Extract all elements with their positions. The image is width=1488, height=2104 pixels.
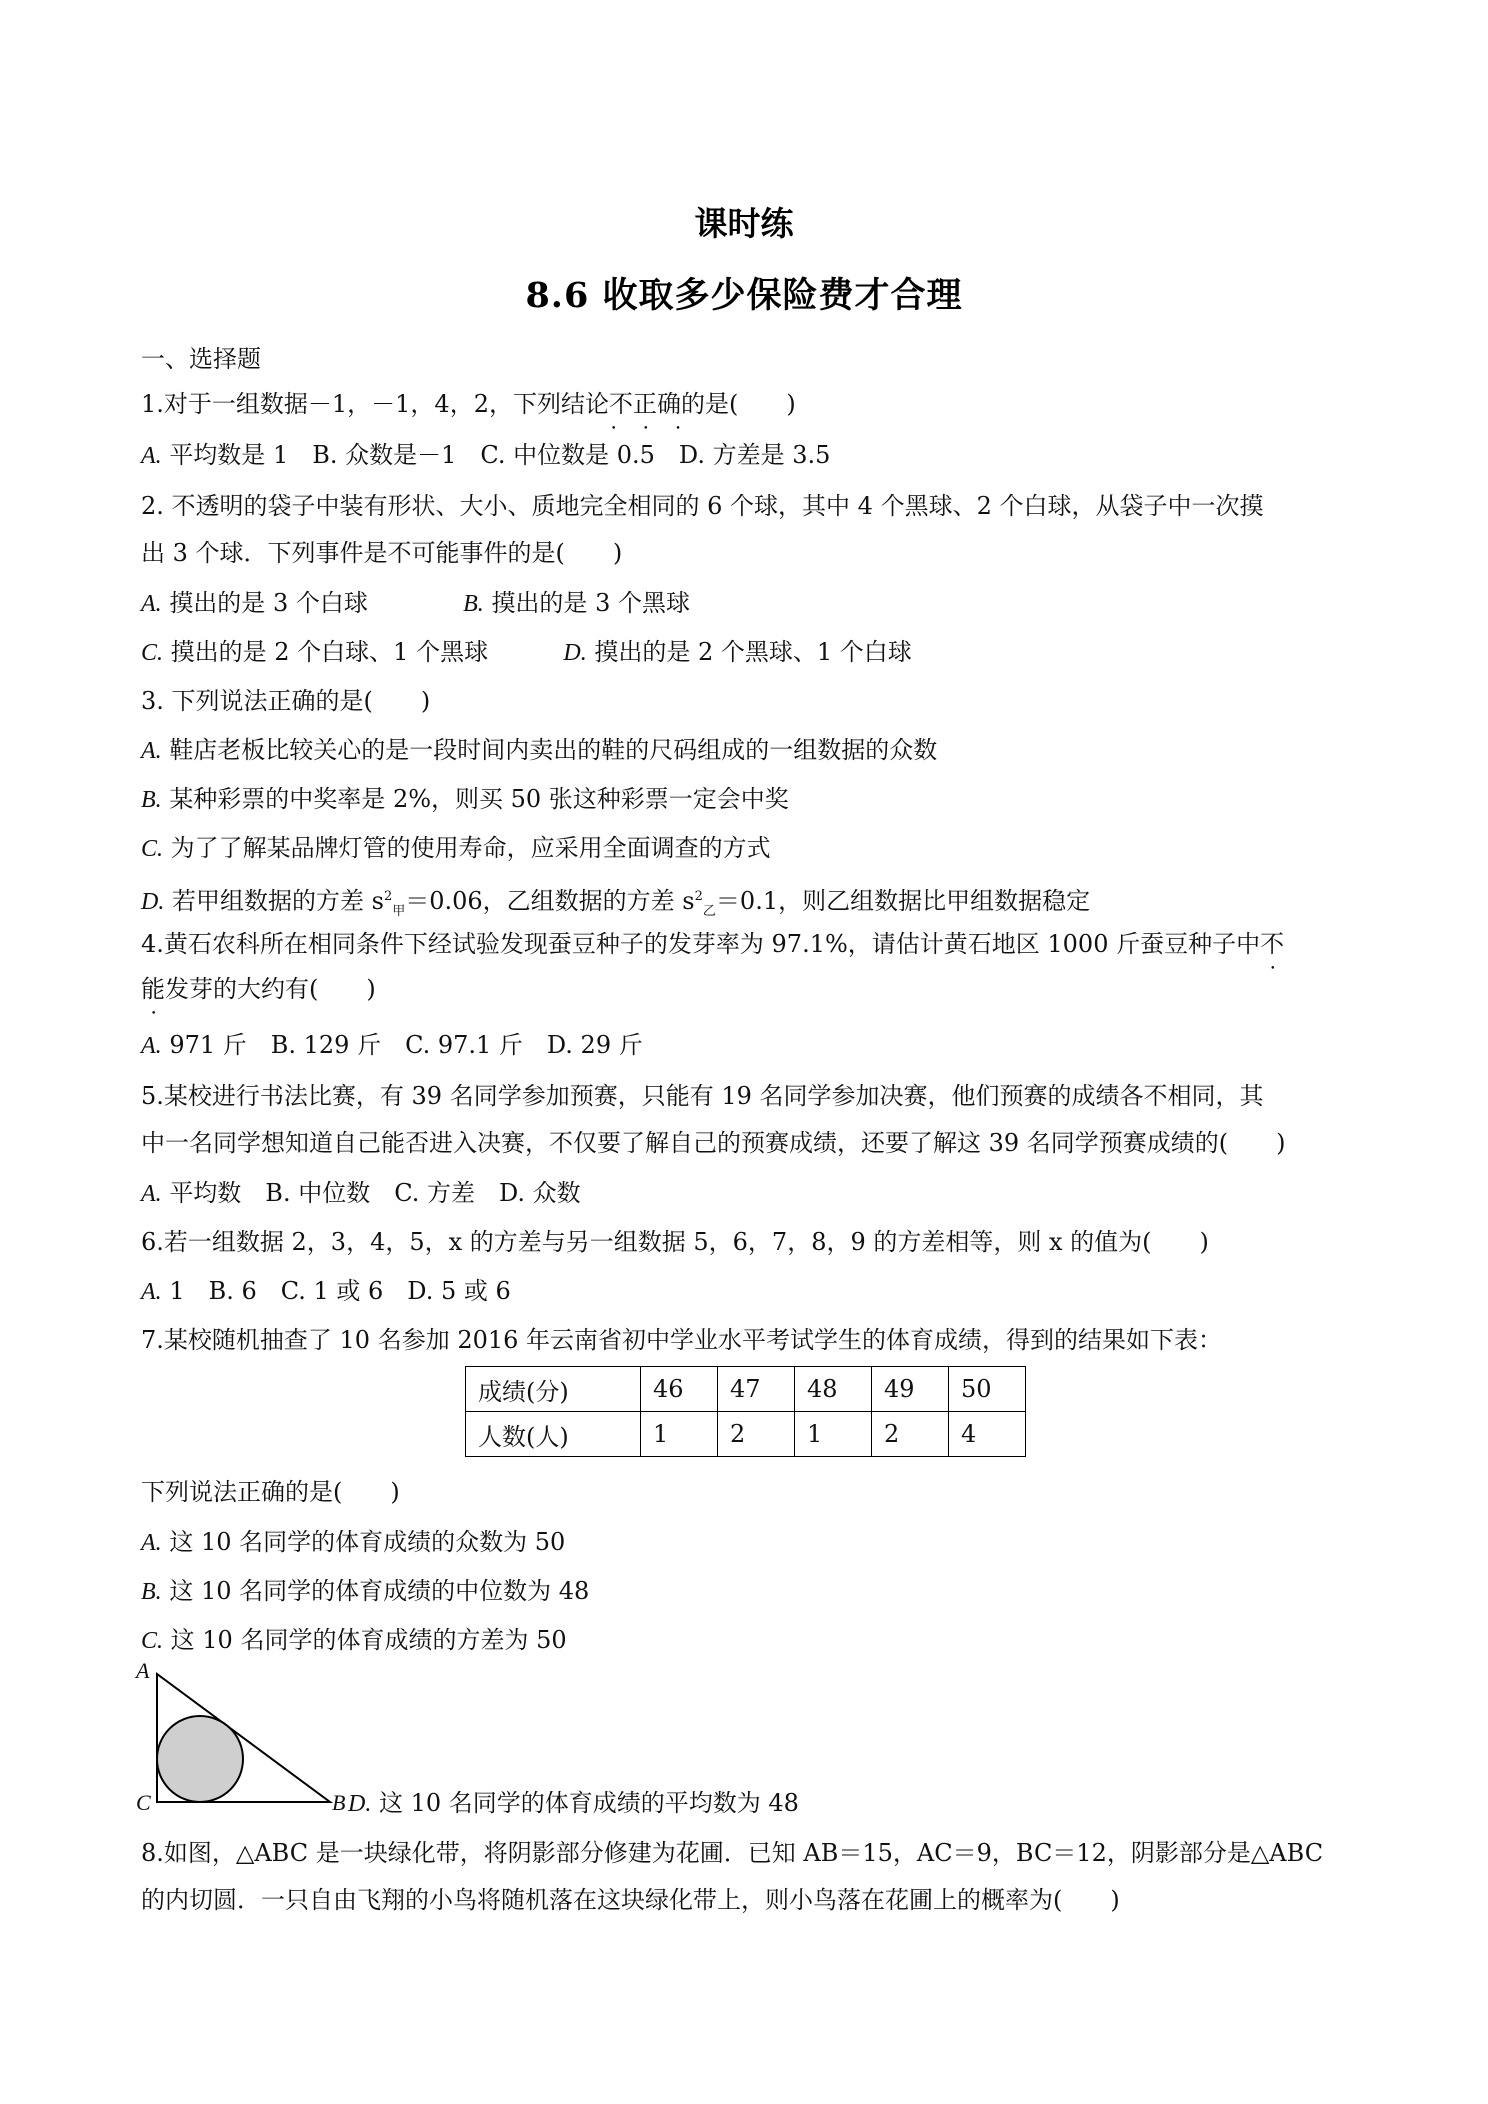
question-2-options-ab: A. 摸出的是 3 个白球 B. 摸出的是 3 个黑球: [141, 589, 690, 617]
question-1-stem: 1.对于一组数据－1，－1，4，2，下列结论不正确 • • •的是( ): [141, 389, 796, 419]
question-8-stem-line1: 8.如图，△ABC 是一块绿化带，将阴影部分修建为花圃．已知 AB＝15，AC＝9，BC＝12，阴影部分是△ABC: [141, 1839, 1324, 1867]
question-4-stem-line2: 能发芽的大约有( ): [141, 975, 376, 1003]
question-5-stem-line2: 中一名同学想知道自己能否进入决赛，不仅要了解自己的预赛成绩，还要了解这 39 名同学预赛成绩的( ): [141, 1129, 1286, 1157]
question-2-stem-line1: 2. 不透明的袋子中装有形状、大小、质地完全相同的 6 个球，其中 4 个黑球、2 个白球，从袋子中一次摸: [141, 492, 1264, 520]
triangle-figure: [130, 1658, 350, 1818]
question-6-stem: 6.若一组数据 2，3，4，5，x 的方差与另一组数据 5，6，7，8，9 的方差相等，则 x 的值为( ): [141, 1228, 1209, 1256]
question-3-option-c: C. 为了了解某品牌灯管的使用寿命，应采用全面调查的方式: [141, 834, 771, 862]
table-cell: 2: [872, 1412, 949, 1457]
page-title: 课时练: [694, 204, 794, 243]
table-header-cell: 人数(人): [466, 1412, 641, 1457]
question-4-options: A. 971 斤 B. 129 斤 C. 97.1 斤 D. 29 斤: [141, 1031, 643, 1059]
question-7-stem: 7.某校随机抽查了 10 名参加 2016 年云南省初中学业水平考试学生的体育成绩，得到的结果如下表：: [141, 1326, 1223, 1354]
question-2-options-cd: C. 摸出的是 2 个白球、1 个黑球 D. 摸出的是 2 个黑球、1 个白球: [141, 638, 912, 666]
question-3-option-d: D. 若甲组数据的方差 $s^2_甲=0.06$，乙组数据的方差 $s^2_乙=0.1$，则乙组数据比甲组数据稳定: [141, 887, 1091, 919]
table-cell: 50: [949, 1367, 1026, 1412]
question-7-option-d: D. 这 10 名同学的体育成绩的平均数为 48: [348, 1789, 799, 1817]
question-7-option-b: B. 这 10 名同学的体育成绩的中位数为 48: [141, 1577, 590, 1605]
table-row: [466, 1367, 1026, 1412]
question-2-stem-line2: 出 3 个球．下列事件是不可能事件的是( ): [141, 539, 623, 567]
question-4-stem-line1: 4.黄石农科所在相同条件下经试验发现蚕豆种子的发芽率为 97.1%，请估计黄石地区 1000 斤蚕豆种子中不: [141, 930, 1285, 958]
incircle: [157, 1716, 243, 1802]
question-1-options: A. 平均数是 1 B. 众数是－1 C. 中位数是 0.5 D. 方差是 3.5: [141, 441, 831, 469]
vertex-label-c: C: [136, 1790, 151, 1815]
question-5-options: A. 平均数 B. 中位数 C. 方差 D. 众数: [141, 1179, 581, 1207]
question-3-option-b: B. 某种彩票的中奖率是 2%，则买 50 张这种彩票一定会中奖: [141, 785, 789, 813]
emphasis-text: 不正确 • • •: [609, 390, 681, 418]
table-cell: 46: [641, 1367, 718, 1412]
table-cell: 1: [641, 1412, 718, 1457]
question-6-options: A. 1 B. 6 C. 1 或 6 D. 5 或 6: [141, 1277, 511, 1305]
vertex-label-b: B: [332, 1790, 346, 1815]
question-3-option-a: A. 鞋店老板比较关心的是一段时间内卖出的鞋的尺码组成的一组数据的众数: [141, 736, 938, 764]
table-cell: 47: [718, 1367, 795, 1412]
triangle-incircle-diagram: [130, 1664, 350, 1814]
table-cell: 49: [872, 1367, 949, 1412]
question-7-option-a: A. 这 10 名同学的体育成绩的众数为 50: [141, 1528, 566, 1556]
table-cell: 4: [949, 1412, 1026, 1457]
vertex-label-a: A: [136, 1658, 150, 1683]
table-cell: 48: [795, 1367, 872, 1412]
question-8-stem-line2: 的内切圆．一只自由飞翔的小鸟将随机落在这块绿化带上，则小鸟落在花圃上的概率为( ): [141, 1886, 1120, 1914]
table-cell: 2: [718, 1412, 795, 1457]
table-row: [466, 1412, 1026, 1457]
question-3-stem: 3. 下列说法正确的是( ): [141, 687, 431, 715]
table-cell: 1: [795, 1412, 872, 1457]
question-7-option-c: C. 这 10 名同学的体育成绩的方差为 50: [141, 1626, 567, 1654]
score-table: [465, 1366, 1026, 1457]
page-subtitle: 8.6 收取多少保险费才合理: [525, 275, 963, 316]
question-7-after-table: 下列说法正确的是( ): [141, 1478, 400, 1506]
section-heading: 一、选择题: [141, 345, 261, 373]
table-header-cell: 成绩(分): [466, 1367, 641, 1412]
question-5-stem-line1: 5.某校进行书法比赛，有 39 名同学参加预赛，只能有 19 名同学参加决赛，他们预赛的成绩各不相同，其: [141, 1082, 1264, 1110]
